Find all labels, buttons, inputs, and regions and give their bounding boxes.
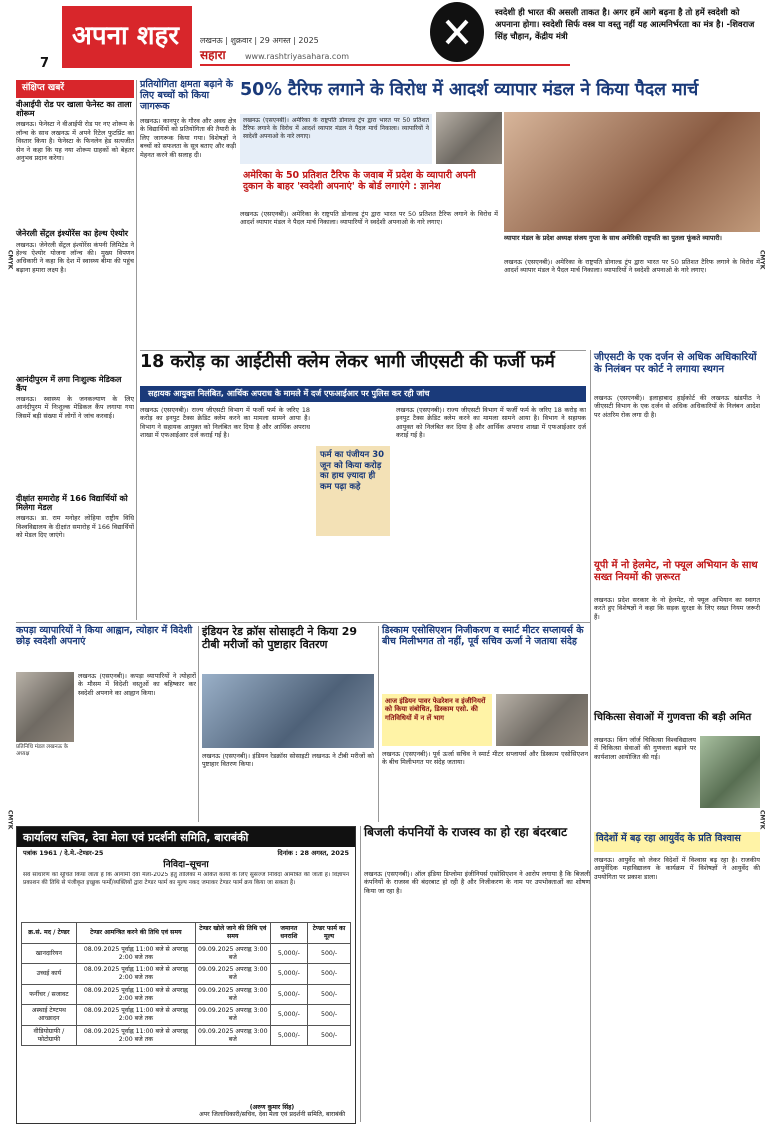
tender-table-row bbox=[22, 1025, 351, 1046]
health-body: लखनऊ। किंग जॉर्ज चिकित्सा विश्वविद्यालय में चिकित्सा सेवाओं की गुणवत्ता बढ़ाने पर कार्यशाला आयोजित की गई। bbox=[594, 736, 696, 761]
cmyk-mark: CMYK bbox=[6, 250, 14, 270]
lead-highlight bbox=[240, 114, 432, 164]
tender-cell: 09.09.2025 अपराह्न 3:00 बजे bbox=[196, 943, 270, 964]
ayurveda-body: लखनऊ। आयुर्वेद को लेकर विदेशों में विश्वास बढ़ रहा है। राजकीय आयुर्वेदिक महाविद्यालय के कार्यक्रम में विशेषज्ञों ने आयुर्वेद की उपयोगिता पर प्रकाश डाला। bbox=[594, 856, 760, 881]
tender-cell: 08.09.2025 पूर्वाह्न 11:00 बजे से अपराह्न 2:00 बजे तक bbox=[76, 964, 195, 985]
paper-logo: सहारा bbox=[200, 48, 226, 62]
gst-headline: 18 करोड़ का आईटीसी क्लेम लेकर भागी जीएसटी की फर्जी फर्म bbox=[140, 352, 555, 372]
traders-body: लखनऊ (एसएनबी)। कपड़ा व्यापारियों ने त्योहारों के मौसम में विदेशी वस्तुओं का बहिष्कार कर स्वदेशी अपनाने का आह्वान किया। bbox=[78, 672, 196, 697]
discom-body: लखनऊ (एसएनबी)। पूर्व ऊर्जा सचिव ने स्मार्ट मीटर सप्लायर्स और डिस्काम एसोसिएशन के बीच मिलीभगत पर संदेह जताया। bbox=[382, 750, 588, 767]
tender-cell: 500/- bbox=[308, 984, 351, 1005]
lead-photo-caption-wrap bbox=[504, 234, 760, 348]
power-body: लखनऊ (एसएनबी)। ऑल इंडिया डिप्लोमा इंजीनियर्स एसोसिएशन ने आरोप लगाया है कि बिजली कंपनियों के राजस्व की बंदरबाट हो रही है और निजीकरण के नाम पर उपभोक्ताओं का शोषण किया जा रहा है। bbox=[364, 870, 590, 895]
tender-table-row bbox=[22, 984, 351, 1005]
gst-headline-wrap bbox=[140, 352, 586, 384]
court-headline: जीएसटी के एक दर्जन से अधिक अधिकारियों के निलंबन पर कोर्ट ने लगाया स्थगन bbox=[594, 352, 757, 375]
section-rule bbox=[16, 622, 590, 623]
tender-title: निविदा–सूचना bbox=[163, 860, 209, 871]
website: www.rashtriyasahara.com bbox=[245, 52, 350, 61]
lead-photo-caption: व्यापार मंडल के प्रदेश अध्यक्ष संजय गुप्ता के साथ अमेरिकी राष्ट्रपति का पुतला फूंकते व्यापारी। bbox=[504, 234, 722, 242]
tender-intro: सर्व साधारण को सूचित किया जाता है कि आगामी देवा मेला-2025 हेतु तालिका में अंकित कार्यों के लिए सुसज्ज निविदा आमंत्रित की जाती है। विज्ञापन प्रकाशन की तिथि से पंजीकृत इच्छुक फर्मों/व्यक्तियों द्वारा टेण्डर फार्म का मूल्य नकद जमाकर टेण्डर फार्म क्रय किया जा सकता है। bbox=[23, 872, 349, 887]
tender-signer-title: अपर जिलाधिकारी/सचिव, देवा मेला एवं प्रदर्शनी समिति, बाराबंकी bbox=[198, 1111, 346, 1119]
ayurveda-headline: विदेशों में बढ़ रहा आयुर्वेद के प्रति विश्वास bbox=[596, 833, 741, 844]
ayurveda-story bbox=[594, 832, 760, 852]
x-logo-icon bbox=[430, 2, 484, 62]
awareness-story bbox=[140, 80, 236, 348]
section-rule bbox=[140, 350, 586, 351]
cmyk-mark: CMYK bbox=[758, 810, 766, 830]
column-rule bbox=[590, 560, 591, 1122]
tender-cell: उच्चई कार्य bbox=[22, 964, 77, 985]
gst-pullquote: फर्म का पंजीयन 30 जून को किया करोड़ का हाथ ज़्यादा ही कम पढ़ा कहे bbox=[316, 446, 390, 536]
brief-column bbox=[16, 100, 134, 620]
gst-body-col1: लखनऊ (एसएनबी)। राज्य जीएसटी विभाग में फर्जी फर्म के जरिए 18 करोड़ का इनपुट टैक्स क्रेडिट क्लेम करने का मामला सामने आया है। विभाग ने सहायक आयुक्त को निलंबित कर दिया है और आर्थिक अपराध शाखा में एफआईआर दर्ज कराई गई है। bbox=[140, 406, 310, 440]
section-title: अपना शहर bbox=[72, 21, 179, 51]
lead-photo bbox=[504, 112, 760, 232]
health-body-wrap bbox=[594, 736, 696, 828]
tender-cell: अस्थाई टेण्टपथ आच्छादन bbox=[22, 1005, 77, 1026]
court-body: लखनऊ (एसएनबी)। इलाहाबाद हाईकोर्ट की लखनऊ खंडपीठ ने जीएसटी विभाग के एक दर्जन से अधिक अधिकारियों के निलंबन आदेश पर अंतरिम रोक लगा दी है। bbox=[594, 394, 760, 419]
tender-signer: (अरुण कुमार सिंह) bbox=[249, 1103, 295, 1111]
lead-photo-small bbox=[436, 112, 502, 164]
tender-cell: 5,000/- bbox=[270, 1005, 308, 1026]
column-rule bbox=[198, 626, 199, 822]
tender-date: दिनांक : 28 अगस्त, 2025 bbox=[277, 849, 349, 857]
power-headline: बिजली कंपनियों के राजस्व का हो रहा बंदरबाट bbox=[364, 825, 568, 839]
brief-body: लखनऊ। डा. राम मनोहर लोहिया राष्ट्रीय विधि विश्वविद्यालय के दीक्षांत समारोह में 166 विद्यार्थियों को मेडल दिए जाएंगे। bbox=[16, 514, 134, 540]
brief-body: लखनऊ। स्वास्थ्य के जनकल्याण के लिए आनंदीपुरम में निःशुल्क मेडिकल कैंप लगाया गया जिसमें बड़ी संख्या में लोगों ने जांच करवाई। bbox=[16, 394, 134, 420]
column-rule bbox=[378, 626, 379, 822]
power-story bbox=[364, 826, 590, 866]
helmet-body: लखनऊ। प्रदेश सरकार के नो हेलमेट, नो फ्यूल अभियान का स्वागत करते हुए विशेषज्ञों ने कहा कि सड़क सुरक्षा के लिए सख्त नियम जरूरी हैं। bbox=[594, 596, 760, 621]
page-number: 7 bbox=[40, 56, 50, 71]
tender-cell: 08.09.2025 पूर्वाह्न 11:00 बजे से अपराह्न 2:00 बजे तक bbox=[76, 943, 195, 964]
tender-cell: 08.09.2025 पूर्वाह्न 11:00 बजे से अपराह्न 2:00 बजे तक bbox=[76, 984, 195, 1005]
brief-label: संक्षिप्त खबरें bbox=[16, 80, 134, 98]
helmet-body-wrap bbox=[594, 596, 760, 708]
tender-cell: 500/- bbox=[308, 1025, 351, 1046]
tender-cell: 5,000/- bbox=[270, 943, 308, 964]
redcross-photo bbox=[202, 674, 374, 748]
health-photo bbox=[700, 736, 760, 808]
gst-body-col2: लखनऊ (एसएनबी)। राज्य जीएसटी विभाग में फर्जी फर्म के जरिए 18 करोड़ का इनपुट टैक्स क्रेडिट क्लेम करने का मामला सामने आया है। विभाग ने सहायक आयुक्त को निलंबित कर दिया है और आर्थिक अपराध शाखा में एफआईआर दर्ज कराई गई है। bbox=[396, 406, 586, 440]
tender-cell: 5,000/- bbox=[270, 984, 308, 1005]
awareness-body: लखनऊ। कानपुर के गौरव और अवध क्षेत्र के विद्यार्थियों को प्रतियोगिता की तैयारी के लिए जागरूक किया गया। विशेषज्ञों ने बच्चों को सफलता के सूत्र बताए और कड़ी मेहनत करने की सलाह दी। bbox=[140, 116, 236, 159]
tender-cell: 09.09.2025 अपराह्न 3:00 बजे bbox=[196, 1005, 270, 1026]
tender-table-row bbox=[22, 943, 351, 964]
tender-table-row bbox=[22, 964, 351, 985]
cmyk-mark: CMYK bbox=[6, 810, 14, 830]
tender-cell: 5,000/- bbox=[270, 1025, 308, 1046]
traders-headline: कपड़ा व्यापारियों ने किया आह्वान, त्योहार में विदेशी छोड़ स्वदेशी अपनाएं bbox=[16, 625, 193, 647]
tender-cell: 08.09.2025 पूर्वाह्न 11:00 बजे से अपराह्न 2:00 बजे तक bbox=[76, 1025, 195, 1046]
tender-cell: 09.09.2025 अपराह्न 3:00 बजे bbox=[196, 1025, 270, 1046]
gst-subhead: सहायक आयुक्त निलंबित, आर्थिक अपराध के मामले में दर्ज एफआईआर पर पुलिस कर रही जांच bbox=[140, 386, 586, 402]
brief-body: लखनऊ। फेनेस्टा ने वीआईपी रोड पर नए शोरूम के लॉन्च के साथ लखनऊ में अपने रिटेल फुटप्रिंट का विस्तार किया है। फेनेस्टा के फिनलेन हेड सत्यजीत सेन ने कहा कि यह नया शोरूम ग्राहकों को बेहतर अनुभव प्रदान करेगा। bbox=[16, 120, 134, 163]
masthead-rule bbox=[200, 64, 570, 66]
tender-cell: खानदारियन bbox=[22, 943, 77, 964]
lead-subhead: अमेरिका के 50 प्रतिशत टैरिफ के जवाब में प्रदेश के व्यापारी अपनी दुकान के बाहर 'स्वदेशी अपनाएं' के बोर्ड लगाएंगे : ज्ञानेश bbox=[243, 170, 476, 192]
tender-ref: पत्रांक 1961 / दे.मे.-टेण्डर-25 bbox=[23, 849, 104, 857]
tender-col-header: टेण्डर आमन्त्रित करने की तिथि एवं समय bbox=[76, 923, 195, 944]
column-rule bbox=[136, 80, 137, 620]
traders-body-wrap bbox=[78, 672, 196, 822]
section-title-box bbox=[62, 6, 192, 68]
gst-body bbox=[140, 406, 586, 556]
court-body-wrap bbox=[594, 394, 760, 556]
tender-col-header: क्र.सं. मद / टेण्डर bbox=[22, 923, 77, 944]
lead-headline: 50% टैरिफ लगाने के विरोध में आदर्श व्यापार मंडल ने किया पैदल मार्च bbox=[240, 80, 699, 100]
lead-continued: लखनऊ (एसएनबी)। अमेरिका के राष्ट्रपति डोनाल्ड ट्रंप द्वारा भारत पर 50 प्रतिशत टैरिफ लगाने के विरोध में आदर्श व्यापार मंडल ने पैदल मार्च निकाला। व्यापारियों ने स्वदेशी अपनाओ के नारे लगाए। bbox=[504, 258, 760, 275]
tender-cell: वीडियोग्राफी / फोटोग्राफी bbox=[22, 1025, 77, 1046]
discom-headline: डिस्काम एसोसिएशन निजीकरण व स्मार्ट मीटर सप्लायर्स के बीच मिलीभगत तो नहीं, पूर्व सचिव ऊर्जा ने जताया संदेह bbox=[382, 625, 584, 647]
tender-cell: 500/- bbox=[308, 943, 351, 964]
quote-box: स्वदेशी ही भारत की असली ताकत है। अगर हमें आगे बढ़ना है तो हमें स्वदेशी को अपनाना होगा। स्वदेशी सिर्फ वस्त्र या वस्तु नहीं यह आत्मनिर्भरता का मंत्र है। -शिवराज सिंह चौहान, केंद्रीय मंत्री bbox=[495, 7, 755, 42]
helmet-headline: यूपी में नो हेलमेट, नो फ्यूल अभियान के साथ सख्त नियमों की ज़रूरत bbox=[594, 560, 758, 583]
tender-col-header: टेण्डर फार्म का मूल्य bbox=[308, 923, 351, 944]
traders-story bbox=[16, 626, 196, 668]
health-story bbox=[594, 712, 760, 732]
lead-headline-wrap bbox=[240, 80, 760, 110]
lead-subhead-box bbox=[240, 168, 498, 206]
court-story bbox=[594, 352, 760, 392]
lead-body-text: लखनऊ (एसएनबी)। अमेरिका के राष्ट्रपति डोनाल्ड ट्रंप द्वारा भारत पर 50 प्रतिशत टैरिफ लगाने के विरोध में आदर्श व्यापार मंडल ने पैदल मार्च निकाला। व्यापारियों ने स्वदेशी अपनाओ के नारे लगाए। bbox=[240, 210, 498, 227]
tender-table-header bbox=[22, 923, 351, 944]
redcross-body: लखनऊ (एसएनबी)। इंडियन रेडक्रॉस सोसाइटी लखनऊ ने टीबी मरीजों को पुष्टाहार वितरण किया। bbox=[202, 752, 374, 769]
redcross-story bbox=[202, 626, 374, 670]
tender-cell: फर्नीचर / सजावट bbox=[22, 984, 77, 1005]
awareness-headline: प्रतियोगिता क्षमता बढ़ाने के लिए बच्चों को किया जागरूक bbox=[140, 79, 234, 112]
traders-caption: प्रतिनिधि मंडल लखनऊ के अध्यक्ष bbox=[16, 744, 69, 757]
discom-box: आज इंडियन पावर फेडरेशन व इंजीनियरों को किया संबोधित, डिस्काम एसो. की गतिविधियों में न लें भाग bbox=[382, 694, 492, 746]
brief-headline: आनंदीपुरम में लगा निःशुल्क मेडिकल कैंप bbox=[16, 374, 122, 393]
discom-body-wrap bbox=[382, 750, 588, 822]
tender-cell: 09.09.2025 अपराह्न 3:00 बजे bbox=[196, 964, 270, 985]
tender-cell: 5,000/- bbox=[270, 964, 308, 985]
tender-org: कार्यालय सचिव, देवा मेला एवं प्रदर्शनी समिति, बाराबंकी bbox=[17, 827, 355, 847]
health-headline: चिकित्सा सेवाओं में गुणवत्ता की बड़ी अमित bbox=[594, 712, 752, 723]
tender-cell: 09.09.2025 अपराह्न 3:00 बजे bbox=[196, 984, 270, 1005]
redcross-body-wrap bbox=[202, 752, 374, 822]
tender-cell: 500/- bbox=[308, 964, 351, 985]
traders-photo bbox=[16, 672, 74, 742]
discom-story bbox=[382, 626, 588, 690]
brief-headline: जेनेरली सेंट्रल इंश्योरेंस का हेल्थ ऐश्योर bbox=[16, 229, 129, 239]
discom-photo bbox=[496, 694, 588, 746]
ayurveda-body-wrap bbox=[594, 856, 760, 1122]
tender-notice bbox=[16, 826, 356, 1124]
brief-body: लखनऊ। जेनेरली सेंट्रल इंश्योरेंस कंपनी लिमिटेड ने हेल्थ ऐश्योर योजना लॉन्च की। मुख्य विपणन अधिकारी ने कहा कि देश में स्वास्थ्य बीमा की पहुंच बढ़ाना हमारा लक्ष्य है। bbox=[16, 240, 134, 274]
column-rule bbox=[360, 826, 361, 1122]
column-rule bbox=[590, 350, 591, 560]
tender-col-header: जमानत धनराशि bbox=[270, 923, 308, 944]
tender-table bbox=[21, 922, 351, 1046]
tender-cell: 08.09.2025 पूर्वाह्न 11:00 बजे से अपराह्न 2:00 बजे तक bbox=[76, 1005, 195, 1026]
lead-highlight-text: लखनऊ (एसएनबी)। अमेरिका के राष्ट्रपति डोनाल्ड ट्रंप द्वारा भारत पर 50 प्रतिशत टैरिफ लगाने के विरोध में आदर्श व्यापार मंडल ने पैदल मार्च निकाला। व्यापारियों ने स्वदेशी अपनाओ के नारे लगाए। bbox=[243, 117, 429, 140]
tender-cell: 500/- bbox=[308, 1005, 351, 1026]
dateline: लखनऊ | शुक्रवार | 29 अगस्त | 2025 bbox=[200, 36, 319, 45]
helmet-story bbox=[594, 560, 760, 594]
brief-headline: वीआईपी रोड पर खाला फेनेस्ट का ताला शोरूम bbox=[16, 100, 132, 119]
cmyk-mark: CMYK bbox=[758, 250, 766, 270]
redcross-headline: इंडियन रेड क्रॉस सोसाइटी ने किया 29 टीबी मरीजों को पुष्टाहार वितरण bbox=[202, 625, 358, 651]
brief-headline: दीक्षांत समारोह में 166 विद्यार्थियों को मिलेगा मेडल bbox=[16, 493, 128, 513]
tender-col-header: टेण्डर खोले जाने की तिथि एवं समय bbox=[196, 923, 270, 944]
lead-body bbox=[240, 210, 498, 348]
tender-table-row bbox=[22, 1005, 351, 1026]
power-body-wrap bbox=[364, 870, 590, 1122]
